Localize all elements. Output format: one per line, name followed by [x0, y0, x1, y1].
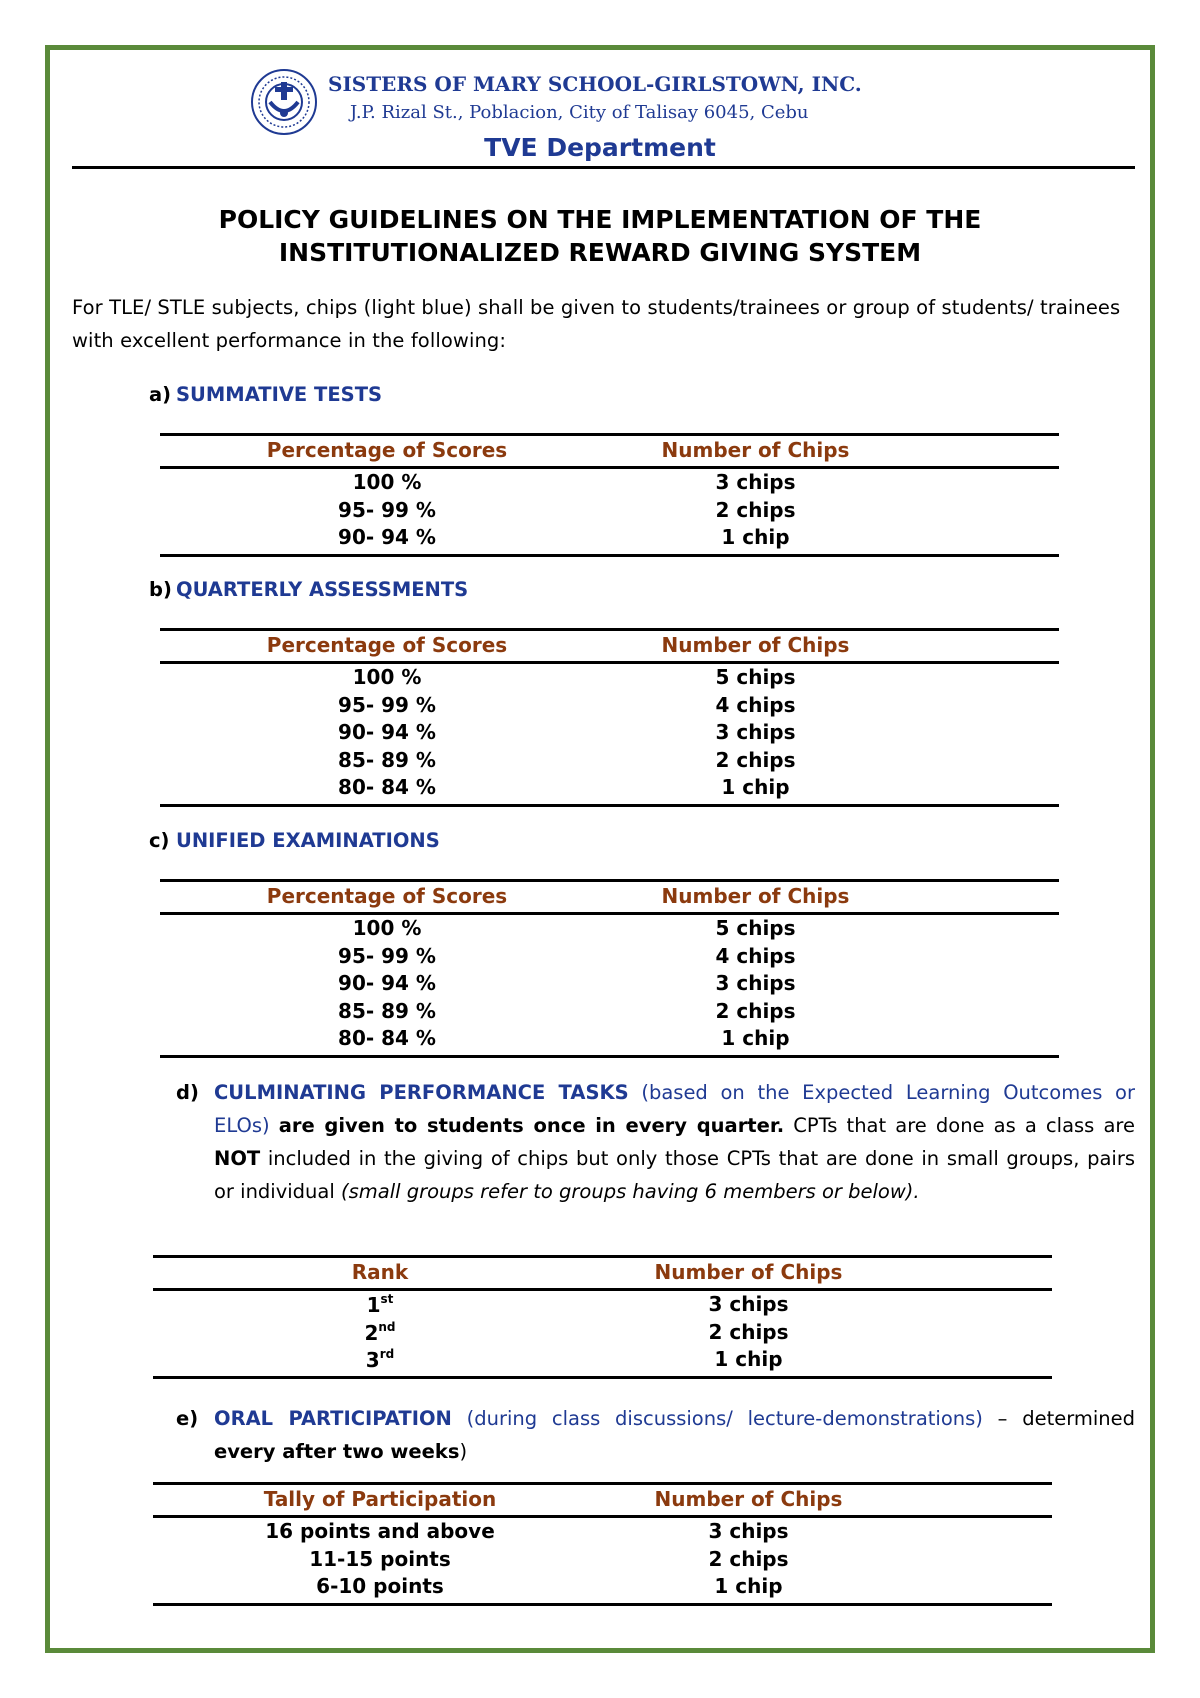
summative-tests-table [160, 433, 1059, 557]
table-header [160, 628, 1059, 664]
section-title: UNIFIED EXAMINATIONS [176, 829, 440, 852]
table-row [153, 1346, 1052, 1374]
column-header: Percentage of Scores [266, 438, 508, 462]
school-seal-logo [250, 68, 318, 136]
unified-examinations-table [160, 879, 1059, 1058]
column-header: Percentage of Scores [266, 633, 508, 657]
section-letter: d) [176, 1081, 199, 1104]
table-cell: 100 % [352, 916, 422, 940]
table-row [160, 970, 1059, 998]
table-cell: 2 chips [715, 747, 796, 772]
column-header: Number of Chips [661, 884, 850, 908]
table-cell [153, 1320, 607, 1345]
table-cell: 90- 94 % [338, 971, 436, 995]
table-cell: 1 chip [714, 1347, 783, 1371]
table-cell: 1 chip [714, 1574, 783, 1598]
table-row [160, 1025, 1059, 1053]
column-header: Number of Chips [654, 1487, 843, 1511]
table-cell: 90- 94 % [338, 525, 436, 549]
table-cell: 11-15 points [309, 1546, 451, 1571]
table-cell: 1 chip [721, 525, 790, 549]
section-text: included in the giving of chips but only those CPTs that are done in small groups, pairs or individual [214, 1147, 1136, 1203]
section-d-paragraph [176, 1076, 1136, 1208]
rank-number: 2 [364, 1320, 379, 1345]
section-text: CPTs that are done as a class are [793, 1114, 1135, 1137]
table-cell: 1 chip [721, 1026, 790, 1050]
column-header: Number of Chips [661, 633, 850, 657]
section-letter: a) [149, 383, 172, 406]
section-text: determined [1022, 1407, 1136, 1430]
table-header [153, 1482, 1052, 1518]
table-cell: 95- 99 % [338, 943, 436, 968]
table-row [160, 915, 1059, 943]
table-cell: 5 chips [715, 916, 796, 940]
column-header: Tally of Participation [263, 1487, 497, 1511]
table-cell: 6-10 points [316, 1574, 444, 1598]
section-dash: – [997, 1407, 1008, 1430]
section-title: QUARTERLY ASSESSMENTS [176, 578, 469, 601]
table-row [160, 524, 1059, 552]
table-cell: 4 chips [715, 692, 796, 717]
table-row [160, 497, 1059, 525]
title-line-2: INSTITUTIONALIZED REWARD GIVING SYSTEM [278, 238, 922, 267]
school-address: J.P. Rizal St., Poblacion, City of Talisay 6045, Cebu [350, 102, 809, 123]
table-cell: 2 chips [715, 497, 796, 522]
table-cell: 80- 84 % [338, 775, 436, 799]
intro-paragraph: For TLE/ STLE subjects, chips (light blue) shall be given to students/trainees or group of students/ trainees with excellent performance in the following: [72, 296, 1121, 352]
section-letter: b) [149, 578, 172, 601]
rank-suffix: nd [378, 1319, 396, 1334]
section-emphasis: are given to students once in every quarter. [278, 1114, 785, 1137]
table-row [153, 1291, 1052, 1319]
table-cell: 90- 94 % [338, 720, 436, 744]
table-cell: 2 chips [708, 1546, 789, 1571]
section-a-heading [149, 383, 383, 406]
section-title: CULMINATING PERFORMANCE TASKS [214, 1081, 629, 1104]
rank-number: 1 [366, 1293, 381, 1317]
table-cell: 1 chip [721, 775, 790, 799]
column-header: Percentage of Scores [266, 884, 508, 908]
table-cell: 95- 99 % [338, 497, 436, 522]
table-row [160, 774, 1059, 802]
table-row [153, 1573, 1052, 1601]
section-emphasis: every after two weeks [214, 1440, 460, 1463]
document-title [0, 203, 1200, 269]
table-cell: 80- 84 % [338, 1026, 436, 1050]
table-cell: 3 chips [715, 720, 796, 744]
table-cell: 100 % [352, 470, 422, 494]
table-cell: 3 chips [715, 971, 796, 995]
table-row [160, 664, 1059, 692]
table-cell: 2 chips [708, 1319, 789, 1344]
table-cell: 85- 89 % [338, 747, 436, 772]
table-cell: 5 chips [715, 665, 796, 689]
table-cell: 16 points and above [265, 1519, 495, 1543]
section-b-heading [149, 578, 469, 601]
section-not: NOT [214, 1147, 261, 1170]
table-cell: 3 chips [708, 1519, 789, 1543]
rank-suffix: st [380, 1292, 394, 1306]
quarterly-assessments-table [160, 628, 1059, 807]
column-header: Number of Chips [661, 438, 850, 462]
table-header [160, 879, 1059, 915]
table-row [153, 1319, 1052, 1347]
table-cell: 100 % [352, 665, 422, 689]
oral-participation-table [153, 1482, 1052, 1606]
department-name: TVE Department [484, 133, 716, 162]
section-letter: c) [149, 829, 170, 852]
section-letter: e) [176, 1407, 199, 1430]
table-header [153, 1255, 1052, 1291]
column-header: Number of Chips [654, 1260, 843, 1284]
section-c-heading [149, 829, 440, 852]
table-cell: 95- 99 % [338, 692, 436, 717]
section-parenthetical: (during class discussions/ lecture-demonstrations) [466, 1407, 983, 1430]
table-row [160, 943, 1059, 971]
section-note: (small groups refer to groups having 6 members or below). [340, 1180, 920, 1203]
table-row [160, 719, 1059, 747]
table-cell: 2 chips [715, 998, 796, 1023]
table-row [153, 1546, 1052, 1574]
header-divider [72, 166, 1135, 169]
table-row [153, 1518, 1052, 1546]
rank-suffix: rd [379, 1347, 395, 1361]
table-header [160, 433, 1059, 469]
section-e-paragraph [176, 1402, 1136, 1468]
table-cell: 3 chips [708, 1292, 789, 1316]
title-line-1: POLICY GUIDELINES ON THE IMPLEMENTATION OF THE [218, 205, 982, 234]
table-cell [153, 1347, 607, 1372]
cpt-rank-table [153, 1255, 1052, 1379]
table-cell [153, 1292, 607, 1317]
table-row [160, 747, 1059, 775]
section-title: SUMMATIVE TESTS [176, 383, 383, 406]
section-close-paren: ) [459, 1440, 468, 1463]
table-row [160, 469, 1059, 497]
rank-number: 3 [365, 1348, 380, 1372]
table-cell: 4 chips [715, 943, 796, 968]
table-row [160, 998, 1059, 1026]
table-cell: 85- 89 % [338, 998, 436, 1023]
table-cell: 3 chips [715, 470, 796, 494]
section-title: ORAL PARTICIPATION [214, 1407, 452, 1430]
table-row [160, 692, 1059, 720]
school-name: SISTERS OF MARY SCHOOL-GIRLSTOWN, INC. [328, 72, 862, 96]
column-header: Rank [351, 1260, 409, 1284]
section-parenthetical: (based on the Expected Learning Outcomes or ELOs) [214, 1081, 1135, 1137]
